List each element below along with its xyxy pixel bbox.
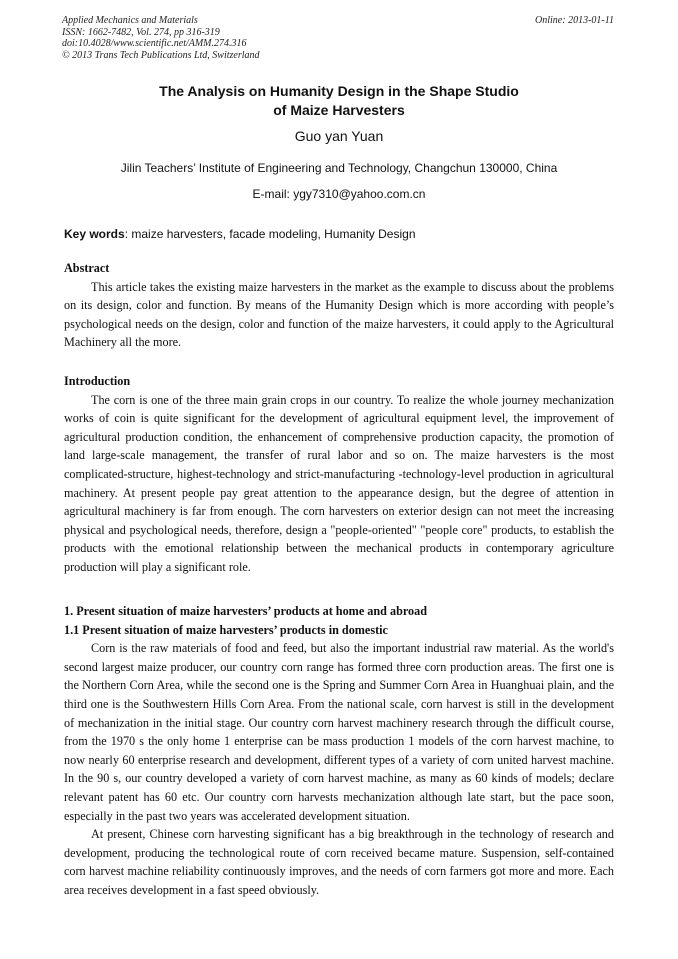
issn-line: ISSN: 1662-7482, Vol. 274, pp 316-319 xyxy=(62,26,220,38)
keywords-list: : maize harvesters, facade modeling, Humanity Design xyxy=(124,227,416,241)
section-1-1-paragraph-2: At present, Chinese corn harvesting significant has a big breakthrough in the technology of research and development, producing the technological route of corn received became mature. Suspension, self-contained corn harvest machine reliability continuously improves, and the needs of corn farmers got more and more. Each area receives development in a fast speed obviously. xyxy=(64,827,614,897)
journal-name: Applied Mechanics and Materials xyxy=(62,15,198,26)
online-date: Online: 2013-01-11 xyxy=(535,15,614,26)
section-1-heading: 1. Present situation of maize harvesters’ products at home and abroad xyxy=(64,604,428,618)
abstract-heading: Abstract xyxy=(64,261,110,275)
author-email: E-mail: ygy7310@yahoo.com.cn xyxy=(252,187,426,201)
title-line-1: The Analysis on Humanity Design in the Shape Studio xyxy=(159,83,519,99)
keywords xyxy=(64,226,616,242)
author-name: Guo yan Yuan xyxy=(294,128,384,144)
section-1-1-paragraph-1: Corn is the raw materials of food and feed, but also the important industrial raw material. As the world's second largest maize producer, our country corn range has formed three corn production areas. The first one is the Northern Corn Area, while the second one is the Spring and Summer Corn Area in Huanghuai plain, and the third one is the Southwestern Hills Corn Area. From the national scale, corn harvest is still in the development of mechanization in the initial stage. Our country corn harvest machinery research through the difficult course, from the 1970 s the only home 1 enterprise can be mass production 1 models of the corn harvest machine, to now nearly 60 enterprise research and development, different types of a variety of corn united harvest machine. In the 90 s, our country developed a variety of corn harvest machine, as many as 60 kinds of models; declare relevant patent has 60 etc. Our country corn harvests mechanization although late start, but the pace soon, especially in the past two years was accelerated development situation. xyxy=(64,641,614,823)
publication-info xyxy=(62,15,260,61)
doi-line: doi:10.4028/www.scientific.net/AMM.274.316 xyxy=(62,38,247,49)
paper-title xyxy=(62,82,616,120)
introduction-section xyxy=(64,372,614,577)
introduction-text: The corn is one of the three main grain crops in our country. To realize the whole journey mechanization works of coin is quite significant for the development of agricultural equipment level, the improvement of agricultural production condition, the enhancement of comprehensive production capacity, the promotion of land large-scale management, the transfer of rural labor and so on. The maize harvesters is the most complicated-structure, highest-technology and strict-manufacturing -technology-level production in agricultural machinery. At present people pay great attention to the appearance design, but the degree of attention in agricultural machinery is far from enough. The corn harvesters on exterior design can not meet the increasing physical and psychological needs, therefore, design a "people-oriented" "people core" products, to establish the products with the emotional relationship between the mechanical products in contemporary agriculture production will play a significant role. xyxy=(64,392,614,574)
keywords-label: Key words xyxy=(64,227,125,241)
abstract-text: This article takes the existing maize harvesters in the market as the example to discuss about the problems on its design, color and function. By means of the Humanity Design which is more according with people’s psychological needs on the design, color and function of the maize harvesters, it could apply to the Agricultural Machinery all the more. xyxy=(64,279,614,350)
section-1 xyxy=(64,602,614,900)
section-1-1-heading: 1.1 Present situation of maize harvesters’ products in domestic xyxy=(64,622,388,637)
abstract-section xyxy=(64,259,614,352)
author-affiliation: Jilin Teachers’ Institute of Engineering and Technology, Changchun 130000, China xyxy=(120,161,558,175)
copyright-line: © 2013 Trans Tech Publications Ltd, Switzerland xyxy=(62,49,260,61)
introduction-heading: Introduction xyxy=(64,374,131,388)
title-line-2: of Maize Harvesters xyxy=(273,102,405,118)
